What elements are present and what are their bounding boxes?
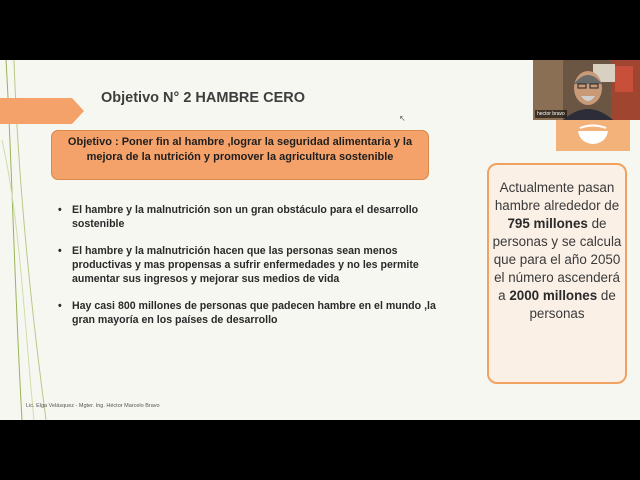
participant-name-label: hector bravo [537, 111, 565, 117]
bullet-item: • Hay casi 800 millones de personas que padecen hambre en el mundo ,la gran mayoría en los países de desarrollo [56, 299, 446, 327]
callout-text: Actualmente pasan hambre alrededor de [494, 180, 620, 213]
callout-highlight: 2000 millones [509, 288, 598, 303]
title-arrow-shape [0, 98, 84, 124]
bullet-item: • El hambre y la malnutrición hacen que las personas sean menos productivas y mas propensas a sufrir enfermedades y no les permite aumentar sus ingresos y mejorar sus medios de vida [56, 244, 446, 286]
objective-box: Objetivo : Poner fin al hambre ,lograr la seguridad alimentaria y la mejora de la nutrición y promover la agricultura sostenible [51, 130, 429, 180]
bowl-icon [556, 115, 630, 151]
callout-highlight: 795 millones [507, 216, 588, 231]
callout-text: de personas y se calcula que para el año 2050 el número ascenderá a [492, 216, 622, 303]
slide-footer: Lic. Elga Velásquez - Mgter. Ing. Héctor Marcelo Bravo [26, 403, 160, 409]
slide-title: Objetivo N° 2 HAMBRE CERO [101, 90, 305, 106]
statistics-callout [487, 163, 627, 384]
bullet-item: • El hambre y la malnutrición son un gran obstáculo para el desarrollo sostenible [56, 203, 446, 231]
mouse-cursor-icon: ↖ [399, 114, 406, 123]
bullet-list [56, 203, 446, 340]
participant-video-thumbnail[interactable] [533, 60, 640, 120]
callout-text: de personas [529, 288, 616, 321]
